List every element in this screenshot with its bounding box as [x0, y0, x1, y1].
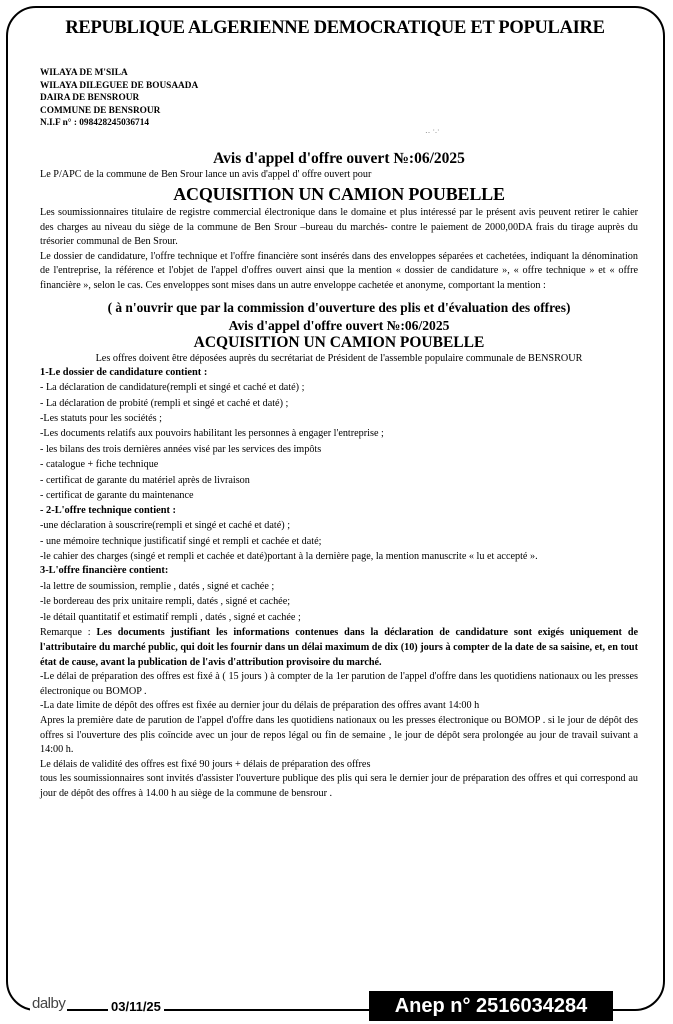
publication-date: 03/11/25: [108, 999, 164, 1014]
remarque-label: Remarque :: [40, 627, 97, 639]
prolongation: Apres la première date de parution de l'appel d'offre dans les quotidiens nationaux ou les presses électronique ou BOMOP . si le jour de dépôt des offres si l'ouverture des plis coïncide avec un jour de repos légal ou fin de semaine , le jour de dépôt sera prolongée au jour de travail suivant a 14:00 h.: [40, 714, 638, 756]
page-title: REPUBLIQUE ALGERIENNE DEMOCRATIQUE ET POPULAIRE: [65, 18, 605, 38]
list-item: - les bilans des trois dernières années visé par les services des impôts: [40, 443, 322, 455]
notice-title-2: Avis d'appel d'offre ouvert №:06/2025: [228, 317, 450, 333]
list-item: - La déclaration de candidature(rempli et singé et caché et daté) ;: [40, 382, 305, 394]
list-item: -Les documents relatifs aux pouvoirs habilitant les personnes à engager l'entreprise ;: [40, 428, 384, 440]
delai-validite: Le délais de validité des offres est fixé 90 jours + délais de préparation des offres: [40, 758, 371, 770]
list-item: - certificat de garante du matériel après de livraison: [40, 474, 250, 486]
notice-lead: Le P/APC de la commune de Ben Srour lance un avis d'appel d' offre ouvert pour: [40, 168, 372, 180]
financiere-heading: 3-L'offre financière contient:: [40, 565, 169, 577]
list-item: - une mémoire technique justificatif singé et rempli et cachée et daté;: [40, 535, 322, 547]
list-item: -le cahier des charges (singé et rempli et cachée et daté)portant à la dernière page, la mention manuscrite « lu et accepté ».: [40, 550, 538, 562]
admin-line: DAIRA DE BENSROUR: [40, 93, 140, 103]
document-body: [40, 18, 638, 801]
list-item: -Les statuts pour les sociétés ;: [40, 413, 162, 425]
list-item: - certificat de garante du maintenance: [40, 490, 194, 502]
admin-line: N.I.F n° : 098428245036714: [40, 118, 149, 128]
ouverture-plis: tous les soumissionnaires sont invités d'assister l'ouverture publique des plis qui sera le dernier jour de préparation des offres et qui correspond au jour de dépôt des offres à 14.00 h au siège de la commune de bensrour .: [40, 773, 638, 799]
admin-line: WILAYA DILEGUEE DE BOUSAADA: [40, 80, 199, 91]
delai-preparation: -Le délai de préparation des offres est fixé à ( 15 jours ) à compter de la 1er parution de l'appel d'offre dans les quotidiens nationaux ou les presses électronique ou BOMOP .: [40, 671, 638, 697]
list-item: -une déclaration à souscrire(rempli et singé et caché et daté) ;: [40, 520, 291, 532]
envelope-mention: ( à n'ouvrir que par la commission d'ouverture des plis et d'évaluation des offres): [107, 299, 571, 315]
list-item: -le bordereau des prix unitaire rempli, datés , signé et cachée;: [40, 596, 291, 608]
deposit-intro: Les offres doivent être déposées auprès du secrétariat de Président de l'assemble populaire communale de BENSROUR: [95, 352, 583, 364]
remarque-block: [40, 625, 638, 670]
notice-subject-2: ACQUISITION UN CAMION POUBELLE: [193, 333, 485, 351]
list-item: - catalogue + fiche technique: [40, 459, 159, 471]
technique-heading: - 2-L'offre technique contient :: [40, 504, 177, 516]
admin-header: [40, 67, 638, 130]
remarque-text: Les documents justifiant les informations contenues dans la déclaration de candidature sont exigés uniquement de l'attributaire du marché public, qui doit les fournir dans un délai maximum de dix (10) jours à compter de la date de sa saisine, et, en tout état de cause, avant la publication de l'avis d'attribution provisoire du marché.: [40, 627, 639, 669]
scan-smudge: ‥ ·.·: [425, 126, 440, 135]
admin-line: WILAYA DE M'SILA: [40, 68, 128, 78]
notice-paragraph-1: Les soumissionnaires titulaire de registre commercial électronique dans le domaine et plus intéressé par le présent avis peuvent retirer le cahier des charges au niveau du siège de la commune de Ben Srour –bureau du marchés- contre le paiement de 2000,00DA frais du tirage auprès du trésorier communal de Ben Srour.: [40, 207, 638, 248]
signature: dalby: [32, 995, 66, 1012]
notice-paragraph-2: Le dossier de candidature, l'offre technique et l'offre financière sont insérés dans des enveloppes séparées et cachetées, indiquant la dénomination de l'entreprise, la référence et l'objet de l'appel d'offres ouvert ainsi que la mention « dossier de candidature », « offre technique » et « offre financière », selon le cas. Ces enveloppes sont mises dans un autre enveloppe cachetée et anonyme, comportant la mention :: [40, 250, 638, 292]
notice-subject: ACQUISITION UN CAMION POUBELLE: [173, 184, 505, 205]
date-limite: -La date limite de dépôt des offres est fixée au dernier jour du délais de préparation des offres avant 14:00 h: [40, 700, 480, 712]
list-item: -la lettre de soumission, remplie , datés , signé et cachée ;: [40, 580, 275, 592]
list-item: -le détail quantitatif et estimatif rempli , datés , signé et cachée ;: [40, 611, 301, 623]
dossier-heading: 1-Le dossier de candidature contient :: [40, 366, 208, 378]
anep-number: Anep n° 2516034284: [369, 991, 613, 1021]
notice-title: Avis d'appel d'offre ouvert №:06/2025: [213, 149, 465, 167]
admin-line: COMMUNE DE BENSROUR: [40, 105, 161, 116]
list-item: - La déclaration de probité (rempli et singé et caché et daté) ;: [40, 397, 289, 409]
